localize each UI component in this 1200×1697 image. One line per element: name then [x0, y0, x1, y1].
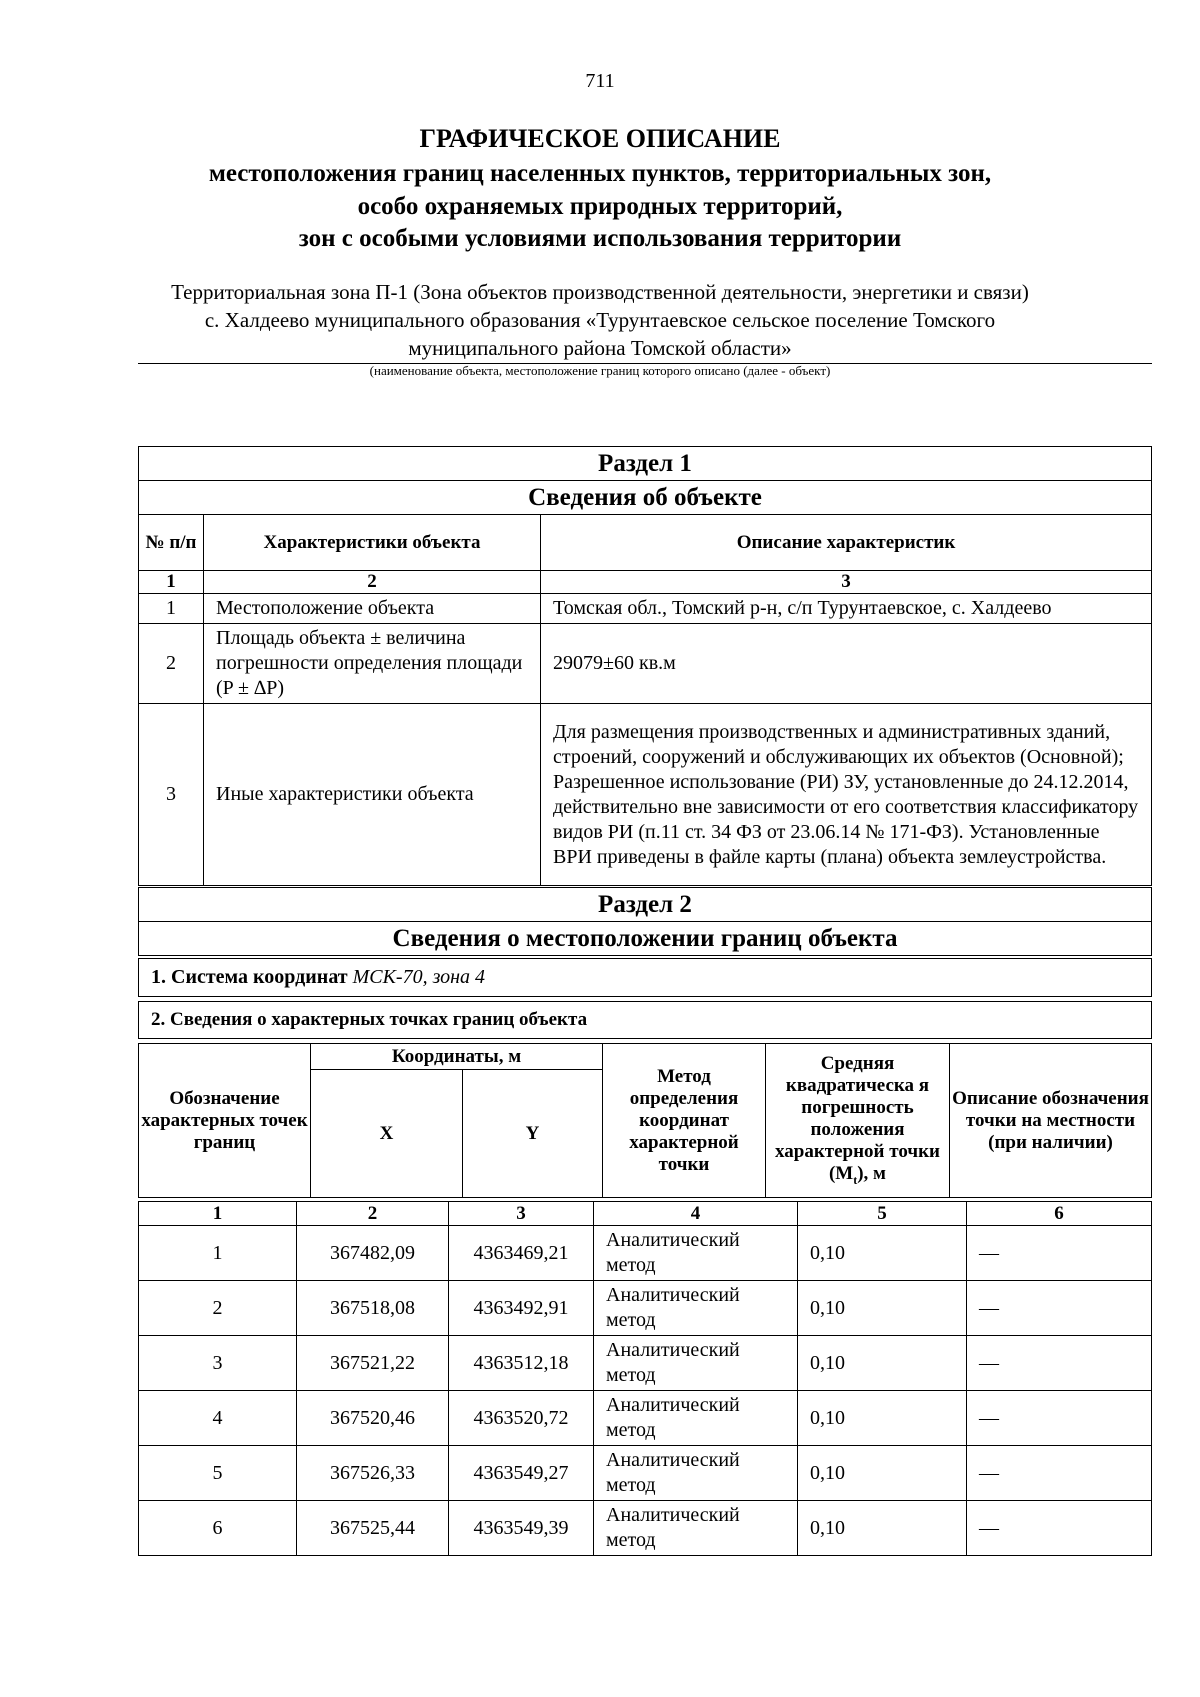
point-method: Аналитический метод	[594, 1281, 798, 1336]
page-number: 711	[585, 70, 615, 92]
error-header-text: Средняя квадратическа я погрешность положения характерной точки (M	[775, 1053, 940, 1185]
points-column-number-2: 2	[297, 1202, 449, 1226]
points-section-label: 2. Сведения о характерных точках границ объекта	[139, 1002, 1152, 1039]
table-row	[139, 1501, 1152, 1556]
section-1-title: Раздел 1	[139, 447, 1152, 481]
point-y: 4363549,39	[449, 1501, 594, 1556]
row-number: 1	[139, 594, 204, 624]
column-header-error	[766, 1044, 950, 1198]
point-id: 1	[139, 1226, 297, 1281]
point-error: 0,10	[798, 1446, 967, 1501]
characteristic-name: Местоположение объекта	[204, 594, 541, 624]
point-x: 367520,46	[297, 1391, 449, 1446]
point-x: 367518,08	[297, 1281, 449, 1336]
coordinate-system-value: МСК-70, зона 4	[352, 966, 486, 988]
column-number-2: 2	[204, 571, 541, 594]
column-header-designation: Обозначение характерных точек границ	[139, 1044, 311, 1198]
column-header-point-description: Описание обозначения точки на местности (при наличии)	[950, 1044, 1152, 1198]
point-y: 4363549,27	[449, 1446, 594, 1501]
table-row	[139, 1336, 1152, 1391]
column-header-characteristic: Характеристики объекта	[204, 515, 541, 571]
point-method: Аналитический метод	[594, 1226, 798, 1281]
point-method: Аналитический метод	[594, 1336, 798, 1391]
point-description: —	[967, 1226, 1152, 1281]
column-header-x: X	[311, 1070, 463, 1198]
column-header-coordinates: Координаты, м	[311, 1044, 603, 1070]
section-2-title: Раздел 2	[139, 888, 1152, 922]
column-header-description: Описание характеристик	[541, 515, 1152, 571]
point-y: 4363512,18	[449, 1336, 594, 1391]
document-subtitle-line-2: особо охраняемых природных территорий,	[357, 193, 843, 220]
point-id: 6	[139, 1501, 297, 1556]
point-id: 3	[139, 1336, 297, 1391]
points-column-number-1: 1	[139, 1202, 297, 1226]
point-error: 0,10	[798, 1281, 967, 1336]
error-header-subscript: t	[853, 1172, 858, 1187]
object-name-line-2: с. Халдеево муниципального образования «Турунтаевское сельское поселение Томского	[204, 308, 996, 332]
point-y: 4363492,91	[449, 1281, 594, 1336]
characteristic-value: Томская обл., Томский р-н, с/п Турунтаевское, с. Халдеево	[541, 594, 1152, 624]
point-error: 0,10	[798, 1501, 967, 1556]
point-method: Аналитический метод	[594, 1501, 798, 1556]
document-title: ГРАФИЧЕСКОЕ ОПИСАНИЕ	[419, 124, 781, 153]
characteristic-value: Для размещения производственных и административных зданий, строений, сооружений и обслуживающих их объектов (Основной); Разрешенное использование (РИ) ЗУ, установленные до 24.12.2014, действительно вне зависимости от его соответствия классификатору видов РИ (п.11 ст. 34 ФЗ от 23.06.14 № 171-ФЗ). Установленные ВРИ приведены в файле карты (плана) объекта землеустройства.	[541, 704, 1152, 886]
point-description: —	[967, 1336, 1152, 1391]
points-table	[138, 1201, 1152, 1556]
points-header-table	[138, 1043, 1152, 1198]
document-subtitle-line-3: зон с особыми условиями использования территории	[298, 225, 902, 252]
object-name-caption: (наименование объекта, местоположение границ которого описано (далее - объект)	[369, 363, 831, 378]
coordinate-system-table	[138, 958, 1152, 997]
point-id: 2	[139, 1281, 297, 1336]
point-error: 0,10	[798, 1226, 967, 1281]
column-number-1: 1	[139, 571, 204, 594]
object-name-line-1: Территориальная зона П-1 (Зона объектов производственной деятельности, энергетики и связи)	[171, 280, 1029, 304]
section-2-header-table	[138, 887, 1152, 956]
row-number: 3	[139, 704, 204, 886]
column-number-3: 3	[541, 571, 1152, 594]
table-row	[139, 624, 1152, 704]
points-column-number-4: 4	[594, 1202, 798, 1226]
table-row	[139, 1446, 1152, 1501]
coordinate-system-row	[139, 959, 1152, 997]
characteristic-value: 29079±60 кв.м	[541, 624, 1152, 704]
row-number: 2	[139, 624, 204, 704]
characteristic-name: Иные характеристики объекта	[204, 704, 541, 886]
point-x: 367521,22	[297, 1336, 449, 1391]
points-label-table	[138, 1001, 1152, 1039]
characteristic-name: Площадь объекта ± величина погрешности определения площади (P ± ∆P)	[204, 624, 541, 704]
column-header-method: Метод определения координат характерной точки	[603, 1044, 766, 1198]
point-method: Аналитический метод	[594, 1446, 798, 1501]
point-x: 367526,33	[297, 1446, 449, 1501]
point-error: 0,10	[798, 1336, 967, 1391]
point-method: Аналитический метод	[594, 1391, 798, 1446]
point-y: 4363469,21	[449, 1226, 594, 1281]
section-2-subtitle: Сведения о местоположении границ объекта	[139, 922, 1152, 956]
points-column-number-5: 5	[798, 1202, 967, 1226]
section-1-subtitle: Сведения об объекте	[139, 481, 1152, 515]
point-error: 0,10	[798, 1391, 967, 1446]
table-row	[139, 594, 1152, 624]
object-name-line-3: муниципального района Томской области»	[408, 336, 792, 360]
table-row	[139, 704, 1152, 886]
table-row	[139, 1226, 1152, 1281]
point-id: 5	[139, 1446, 297, 1501]
point-description: —	[967, 1281, 1152, 1336]
point-description: —	[967, 1446, 1152, 1501]
points-column-number-3: 3	[449, 1202, 594, 1226]
column-header-y: Y	[463, 1070, 603, 1198]
table-row	[139, 1391, 1152, 1446]
point-x: 367525,44	[297, 1501, 449, 1556]
point-y: 4363520,72	[449, 1391, 594, 1446]
point-x: 367482,09	[297, 1226, 449, 1281]
column-header-number: № п/п	[139, 515, 204, 571]
error-header-suffix: ), м	[857, 1163, 887, 1185]
point-id: 4	[139, 1391, 297, 1446]
section-1-table	[138, 446, 1152, 886]
table-row	[139, 1281, 1152, 1336]
coordinate-system-label: 1. Система координат	[151, 966, 348, 988]
point-description: —	[967, 1391, 1152, 1446]
document-subtitle-line-1: местоположения границ населенных пунктов, территориальных зон,	[208, 160, 992, 187]
point-description: —	[967, 1501, 1152, 1556]
points-column-number-6: 6	[967, 1202, 1152, 1226]
